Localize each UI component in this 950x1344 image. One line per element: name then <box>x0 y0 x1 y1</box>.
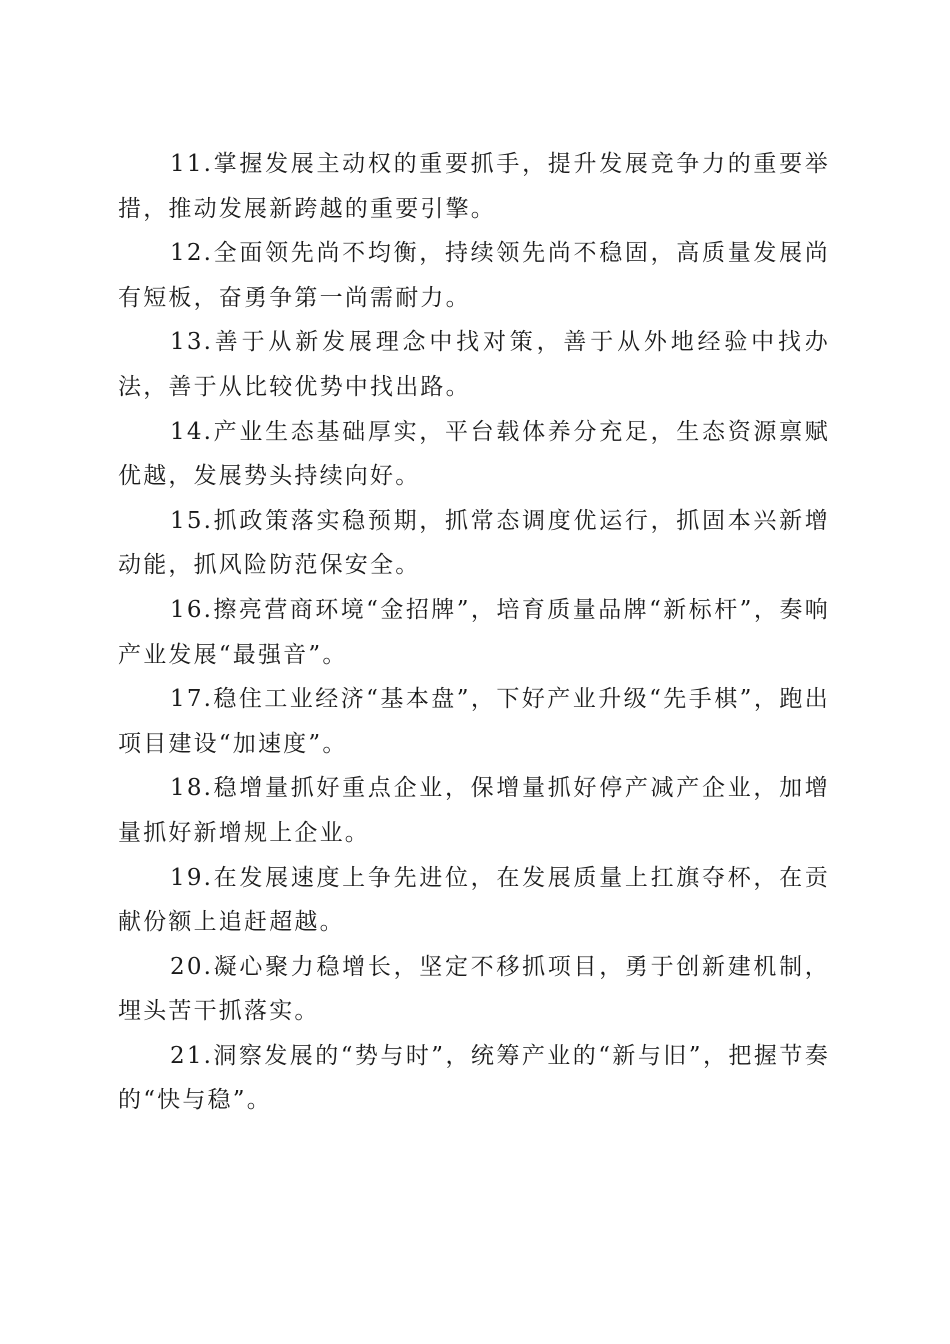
paragraph-18: 18.稳增量抓好重点企业，保增量抓好停产减产企业，加增量抓好新增规上企业。 <box>118 775 830 846</box>
paragraph-13: 13.善于从新发展理念中找对策，善于从外地经验中找办法，善于从比较优势中找出路。 <box>118 329 830 400</box>
paragraph-15: 15.抓政策落实稳预期，抓常态调度优运行，抓固本兴新增动能，抓风险防范保安全。 <box>118 507 830 579</box>
paragraph-11: 11.掌握发展主动权的重要抓手，提升发展竞争力的重要举措，推动发展新跨越的重要引擎。 <box>118 151 830 222</box>
paragraph-20: 20.凝心聚力稳增长，坚定不移抓项目，勇于创新建机制，埋头苦干抓落实。 <box>118 953 830 1025</box>
paragraph-19: 19.在发展速度上争先进位，在发展质量上扛旗夺杯，在贡献份额上追赶超越。 <box>118 864 830 936</box>
paragraph-21: 21.洞察发展的“势与时”，统筹产业的“新与旧”，把握节奏的“快与稳”。 <box>118 1042 830 1114</box>
paragraph-14: 14.产业生态基础厚实，平台载体养分充足，生态资源禀赋优越，发展势头持续向好。 <box>118 418 830 490</box>
paragraph-16: 16.擦亮营商环境“金招牌”，培育质量品牌“新标杆”，奏响产业发展“最强音”。 <box>118 596 830 668</box>
document-body <box>118 142 830 1123</box>
paragraph-12: 12.全面领先尚不均衡，持续领先尚不稳固，高质量发展尚有短板，奋勇争第一尚需耐力。 <box>118 240 830 311</box>
paragraph-17: 17.稳住工业经济“基本盘”，下好产业升级“先手棋”，跑出项目建设“加速度”。 <box>118 686 830 757</box>
